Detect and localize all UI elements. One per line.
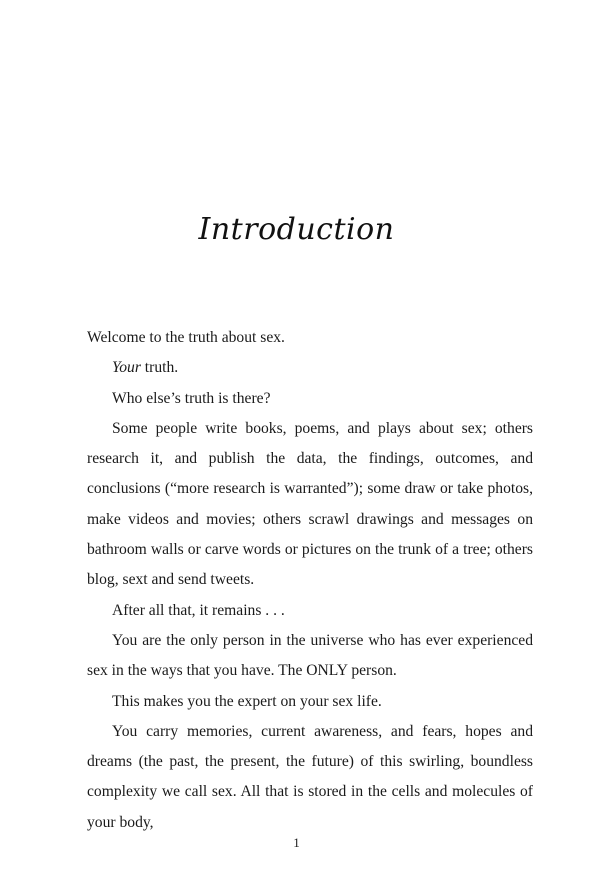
emphasis-your: Your <box>112 359 141 377</box>
paragraph-2-text: truth. <box>140 359 179 377</box>
page-number: 1 <box>293 835 300 850</box>
paragraph-8: You carry memories, current awareness, and fears, hopes and dreams (the past, the present, the future) of this swirling, boundless complexity we call sex. All that is stored in the cells and molecules of your body, <box>87 722 533 831</box>
paragraph-2 <box>87 353 533 383</box>
paragraph-1: Welcome to the truth about sex. <box>87 329 285 346</box>
chapter-title: Introduction <box>198 212 395 247</box>
paragraph-3: Who else’s truth is there? <box>112 389 271 407</box>
paragraph-5: After all that, it remains . . . <box>112 601 285 619</box>
paragraph-7: This makes you the expert on your sex life. <box>112 692 382 710</box>
paragraph-6: You are the only person in the universe who has ever experienced sex in the ways that you have. The ONLY person. <box>87 631 533 680</box>
body-text <box>87 323 533 838</box>
paragraph-4: Some people write books, poems, and plays about sex; others research it, and publish the data, the findings, outcomes, and conclusions (“more research is warranted”); some draw or take photos, make videos and movies; others scrawl drawings and messages on bathroom walls or carve words or pictures on the trunk of a tree; others blog, sext and send tweets. <box>87 419 533 589</box>
